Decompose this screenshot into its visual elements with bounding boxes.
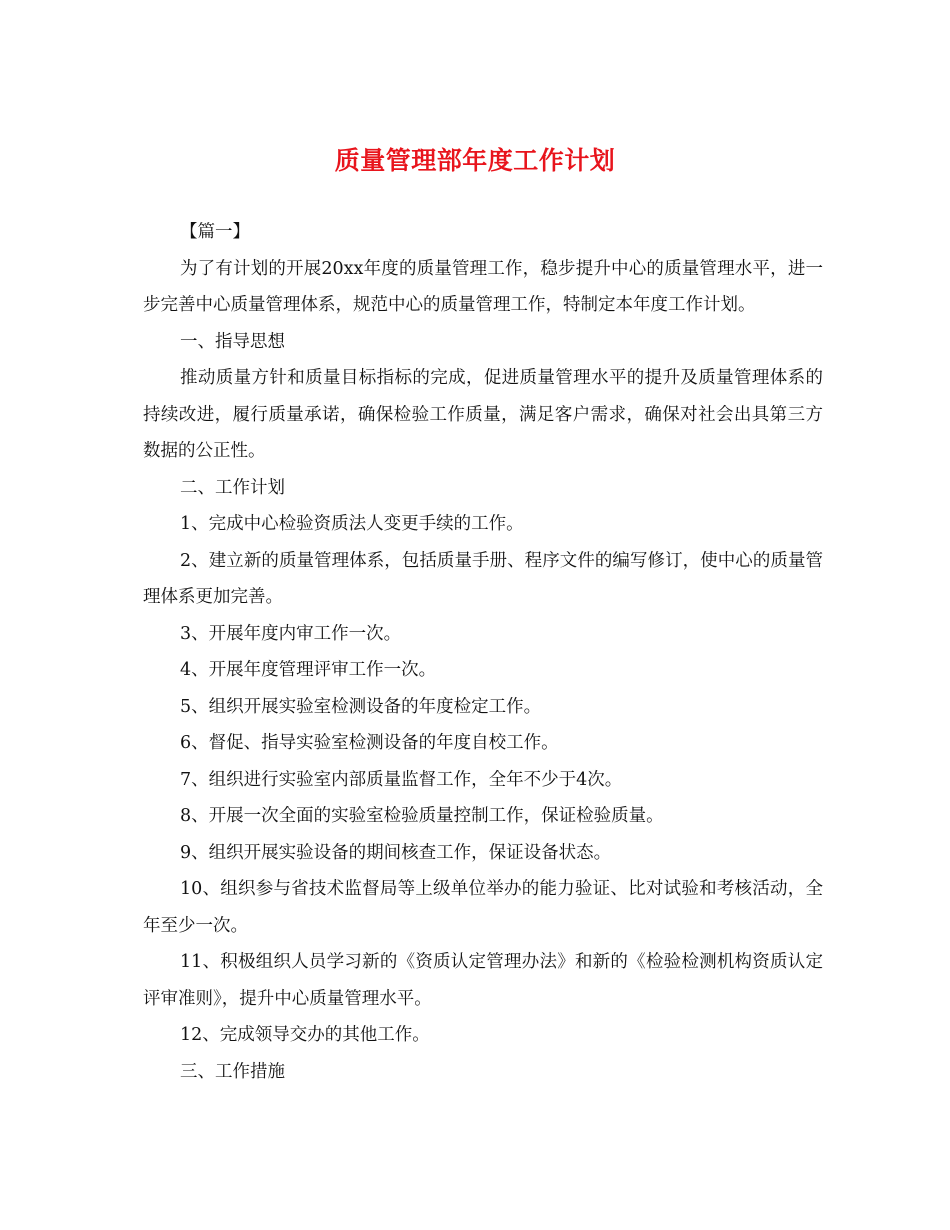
plan-item: 6、督促、指导实验室检测设备的年度自校工作。 xyxy=(180,733,559,753)
plan-item: 2、建立新的质量管理体系，包括质量手册、程序文件的编写修订，使中心的质量管理体系更加完善。 xyxy=(143,550,823,607)
plan-item: 5、组织开展实验室检测设备的年度检定工作。 xyxy=(180,696,542,717)
plan-item: 12、完成领导交办的其他工作。 xyxy=(180,1025,430,1045)
intro-paragraph: 为了有计划的开展20xx年度的质量管理工作，稳步提升中心的质量管理水平，进一步完善中心质量管理体系，规范中心的质量管理工作，特制定本年度工作计划。 xyxy=(143,258,823,315)
plan-item: 4、开展年度管理评审工作一次。 xyxy=(180,660,437,680)
heading-guiding-thought: 一、指导思想 xyxy=(180,331,285,352)
heading-work-measures: 三、工作措施 xyxy=(180,1061,285,1082)
plan-item: 11、积极组织人员学习新的《资质认定管理办法》和新的《检验检测机构资质认定评审准则》，提升中心质量管理水平。 xyxy=(143,952,823,1009)
guiding-thought-paragraph: 推动质量方针和质量目标指标的完成，促进质量管理水平的提升及质量管理体系的持续改进，履行质量承诺，确保检验工作质量，满足客户需求，确保对社会出具第三方数据的公正性。 xyxy=(143,368,823,461)
heading-work-plan: 二、工作计划 xyxy=(180,477,285,498)
document-body xyxy=(143,214,823,1090)
plan-item: 7、组织进行实验室内部质量监督工作，全年不少于4次。 xyxy=(180,769,623,790)
plan-item: 1、完成中心检验资质法人变更手续的工作。 xyxy=(180,514,524,534)
section-marker: 【篇一】 xyxy=(180,222,250,242)
plan-item: 10、组织参与省技术监督局等上级单位举办的能力验证、比对试验和考核活动，全年至少一次。 xyxy=(143,879,823,936)
plan-item: 3、开展年度内审工作一次。 xyxy=(180,623,402,644)
plan-item: 8、开展一次全面的实验室检验质量控制工作，保证检验质量。 xyxy=(180,806,664,826)
plan-item: 9、组织开展实验设备的期间核查工作，保证设备状态。 xyxy=(180,842,612,863)
document-title: 质量管理部年度工作计划 xyxy=(334,146,616,175)
